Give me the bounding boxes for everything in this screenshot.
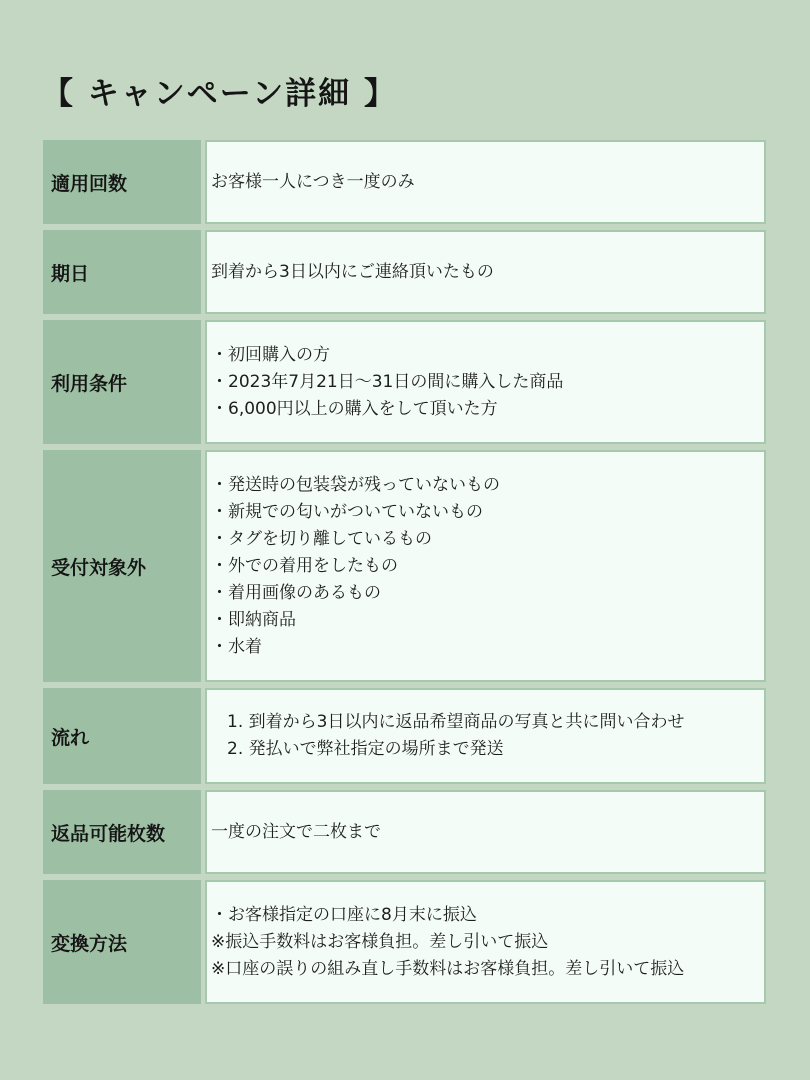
row-value — [205, 450, 766, 682]
row-value-line: 2. 発払いで弊社指定の場所まで発送 — [227, 739, 504, 759]
row-value-line: ※口座の誤りの組み直し手数料はお客様負担。差し引いて振込 — [211, 958, 685, 979]
row-value-line: ・初回購入の方 — [211, 344, 330, 365]
row-value-line: ・お客様指定の口座に8月末に振込 — [211, 904, 477, 925]
row-value-line: 一度の注文で二枚まで — [211, 821, 381, 842]
row-value-line: ・新規での匂いがついていないもの — [211, 501, 483, 522]
table-row-flow — [43, 688, 766, 784]
row-value-line: ・6,000円以上の購入をして頂いた方 — [211, 398, 498, 419]
row-value-line: 1. 到着から3日以内に返品希望商品の写真と共に問い合わせ — [227, 712, 685, 732]
row-value-line: 到着から3日以内にご連絡頂いたもの — [211, 261, 494, 282]
row-label: 利用条件 — [43, 320, 201, 444]
row-label: 期日 — [43, 230, 201, 314]
row-value — [205, 230, 766, 314]
row-value-line: ・発送時の包装袋が残っていないもの — [211, 474, 500, 495]
row-label: 流れ — [43, 688, 201, 784]
row-value-line: お客様一人につき一度のみ — [211, 171, 415, 192]
table-row-return-quantity — [43, 790, 766, 874]
table-row-deadline — [43, 230, 766, 314]
row-label: 適用回数 — [43, 140, 201, 224]
row-value — [205, 140, 766, 224]
table-row-refund-method — [43, 880, 766, 1004]
row-value-line: ※振込手数料はお客様負担。差し引いて振込 — [211, 931, 549, 952]
row-label: 返品可能枚数 — [43, 790, 201, 874]
row-value — [205, 320, 766, 444]
row-value-line: ・外での着用をしたもの — [211, 555, 398, 576]
row-value-line: ・即納商品 — [211, 609, 296, 630]
row-label: 受付対象外 — [43, 450, 201, 682]
page-title: 【 キャンペーン詳細 】 — [42, 76, 397, 112]
row-value-line: ・水着 — [211, 636, 262, 657]
row-value — [205, 790, 766, 874]
row-value-line: ・2023年7月21日〜31日の間に購入した商品 — [211, 371, 564, 392]
table-row-application-count — [43, 140, 766, 224]
row-value-line: ・タグを切り離しているもの — [211, 528, 432, 549]
row-label: 変換方法 — [43, 880, 201, 1004]
row-value — [205, 688, 766, 784]
row-value-line: ・着用画像のあるもの — [211, 582, 381, 603]
table-row-exclusions — [43, 450, 766, 682]
table-row-conditions — [43, 320, 766, 444]
row-value — [205, 880, 766, 1004]
